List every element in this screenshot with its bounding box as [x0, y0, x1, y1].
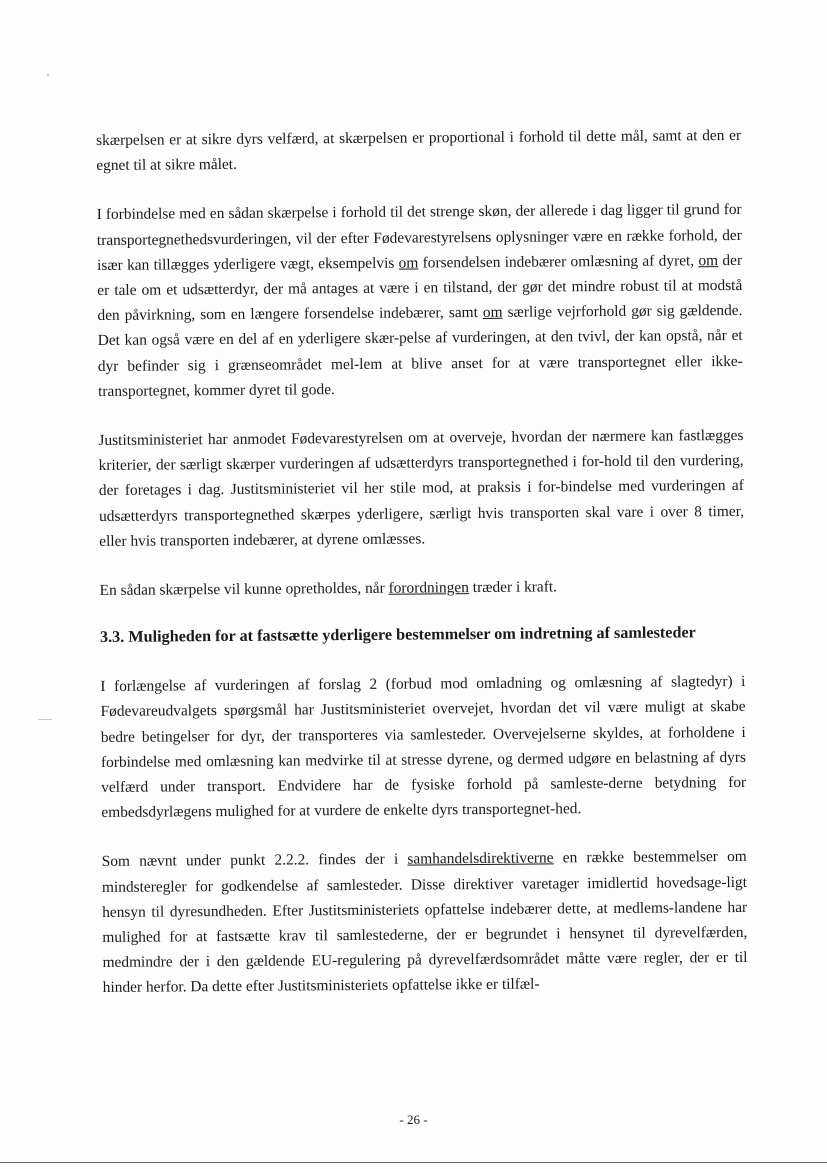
document-body	[96, 123, 748, 1001]
scan-speck	[47, 74, 49, 76]
paragraph-6: Som nævnt under punkt 2.2.2. findes der i samhandelsdirektiverne en række bestemmelser om mindsteregler for godkendelse af samlesteder. Disse direktiver varetager imidlertid hovedsage-ligt hensyn til dyresundheden. Efter Justitsministeriets opfattelse indebærer dette, at medlems-landene har mulighed for at fastsætte krav til samlestederne, der er begrundet i hensynet til dyrevelfærden, medmindre der i den gældende EU-regulering på dyrevelfærdsområdet måtte være regler, der er til hinder herfor. Da dette efter Justitsministeriets opfattelse ikke er tilfæl-	[101, 848, 748, 997]
paragraph-2: I forbindelse med en sådan skærpelse i forhold til det strenge skøn, der allerede i dag ligger til grund for transportegnethedsvurderingen, vil der efter Fødevarestyrelsens oplysninger være en række forhold, der især kan tillægges yderligere vægt, eksempelvis om forsendelsen indebærer omlæsning af dyret, om der er tale om et udsætterdyr, der må antages at være i en tilstand, der gør det mindre robust til at modstå den påvirkning, som en længere forsendelse indebærer, samt om særlige vejrforhold gør sig gældende. Det kan også være en del af en yderligere skær-pelse af vurderingen, at den tvivl, der kan opstå, når et dyr befinder sig i grænseområdet mel-lem at blive anset for at være transportegnet eller ikke-transportegnet, kommer dyret til gode.	[96, 201, 743, 400]
paragraph-3: Justitsministeriet har anmodet Fødevarestyrelsen om at overveje, hvordan der nærmere kan fastlægges kriterier, der særligt skærper vurderingen af udsætterdyrs transportegnethed i for-hold til den vurdering, der foretages i dag. Justitsministeriet vil her stile mod, at praksis i for-bindelse med vurderingen af udsætterdyrs transportegnethed skærpes yderligere, særligt hvis transporten skal vare i over 8 timer, eller hvis transporten indebærer, at dyrene omlæsses.	[98, 426, 745, 550]
bottom-edge-line	[0, 1162, 827, 1163]
scan-speck	[38, 719, 52, 720]
page-number: - 26 -	[399, 1112, 428, 1127]
section-heading: 3.3. Muligheden for at fastsætte yderligere bestemmelser om indretning af samlesteder	[99, 623, 696, 647]
paragraph-5: I forlængelse af vurderingen af forslag 2 (forbud mod omladning og omlæsning af slagtedyr) i Fødevareudvalgets spørgsmål har Justitsministeriet overvejet, hvordan det vil være muligt at skabe bedre betingelser for dyr, der transporteres via samlesteder. Overvejelserne skyldes, at forholdene i forbindelse med omlæsning kan medvirke til at stresse dyrene, og dermed udgøre en belastning af dyrs velfærd under transport. Endvidere har de fysiske forhold på samleste-derne betydning for embedsdyrlægens mulighed for at vurdere de enkelte dyrs transportegnet-hed.	[100, 673, 747, 822]
paragraph-4: En sådan skærpelse vil kunne opretholdes, når forordningen træder i kraft.	[99, 578, 558, 600]
paragraph-1: skærpelsen er at sikre dyrs velfærd, at skærpelsen er proportional i forhold til dette mål, samt at den er egnet til at sikre målet.	[96, 126, 742, 175]
